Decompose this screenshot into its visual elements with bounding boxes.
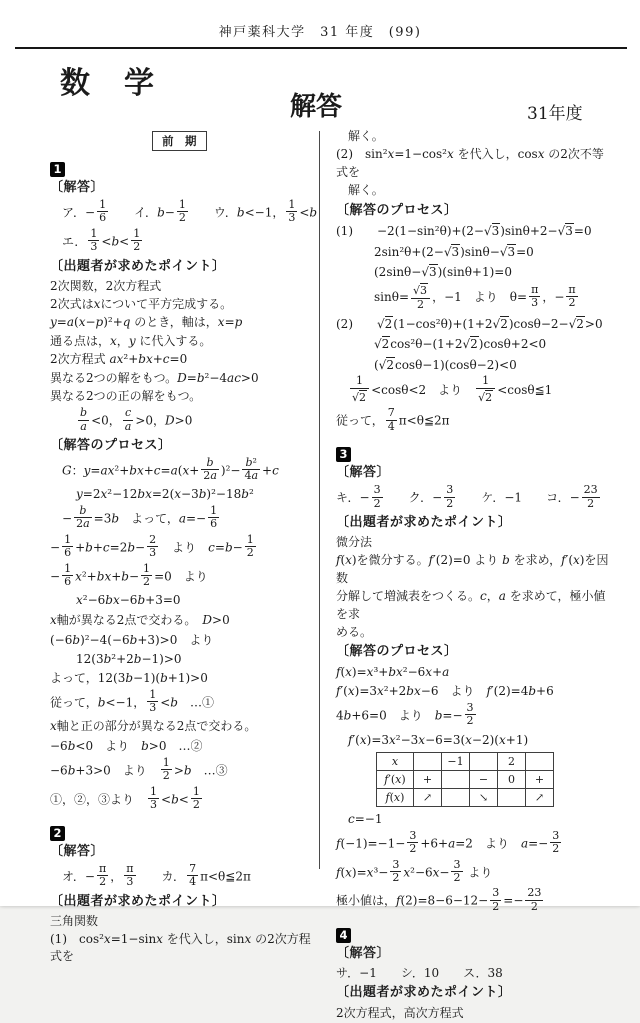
section-number-row <box>50 822 318 841</box>
math-line: sinθ= $\frac{√3}{2}$ ，−1 より θ= $\frac{\pi}{3}$ ，− $\frac{\pi}{2}$ <box>374 282 576 311</box>
table-cell <box>526 753 554 771</box>
math-line: ア．− $\frac{1}{6}$ イ．b− $\frac{1}{2}$ ウ．b<−1， $\frac{1}{3}$ <b <box>62 197 318 225</box>
math-line: y=2x²−12bx=2(x−3b)²−18b² <box>76 487 254 502</box>
math-line: − $\frac{b}{2a}$ =3b よって，a=− $\frac{1}{6}$ <box>62 503 218 531</box>
math-line: x²−6bx−6b+3=0 <box>76 593 181 608</box>
text-line: 通る点は，x，y に代入する。 <box>50 333 212 348</box>
text-line: 2次式はxについて平方完成する。 <box>50 297 233 312</box>
answer-title: 解答 <box>290 92 343 122</box>
text-line: x軸が異なる2点で交わる。 D>0 <box>50 612 230 627</box>
table-label-cell: f(x) <box>377 789 414 807</box>
table-cell: ↘ <box>470 789 498 807</box>
header-rule <box>15 47 627 49</box>
math-line: 従って，b<−1， $\frac{1}{3}$ <b …① <box>50 687 214 715</box>
math-line: − $\frac{1}{6}$ +b+c=2b− $\frac{2}{3}$ より c=b− $\frac{1}{2}$ <box>50 532 254 560</box>
section-heading: 〔出題者が求めたポイント〕 <box>50 893 226 909</box>
math-line: c=−1 <box>348 812 383 827</box>
text-line: 2次方程式 ax²+bx+c=0 <box>50 352 188 367</box>
text-line: 2次関数，2次方程式 <box>50 278 162 293</box>
text-line: (2) sin²x=1−cos²x を代入し，cosx の2次不等式を <box>336 147 604 179</box>
section-heading: 〔解答のプロセス〕 <box>336 202 458 218</box>
right-column <box>336 127 614 1023</box>
column-divider <box>319 131 320 869</box>
math-line: G：y=ax²+bx+c=a(x+ $\frac{b}{2a}$ )²− $\frac{\text{b²}}{4a}$ +c <box>62 455 279 483</box>
math-line: − $\frac{1}{6}$ x²+bx+b− $\frac{1}{2}$ =0 より <box>50 561 208 589</box>
math-line: (2) √2(1−cos²θ)+(1+2√2)cosθ−2−√2>0 <box>336 317 603 332</box>
table-row <box>377 771 554 789</box>
section-heading: 〔出題者が求めたポイント〕 <box>336 985 512 1001</box>
table-cell <box>442 789 470 807</box>
section-number-row <box>336 443 614 462</box>
math-line: 極小値は，f(2)=8−6−12− $\frac{3}{2}$ =− $\frac{23}{2}$ <box>336 886 542 914</box>
table-cell <box>442 771 470 789</box>
math-line: (2sinθ−√3)(sinθ+1)=0 <box>374 264 512 279</box>
math-line: f(x)=x³− $\frac{3}{2}$ x²−6x− $\frac{3}{2}$ より <box>336 857 493 885</box>
page-header: 神戸薬科大学 31 年度 (99) <box>218 25 422 40</box>
text-line: める。 <box>336 624 373 639</box>
table-cell: 0 <box>498 771 526 789</box>
text-line: 解く。 <box>348 129 384 143</box>
section-number-row <box>336 924 614 943</box>
section-number: 3 <box>336 447 351 462</box>
table-cell: + <box>526 771 554 789</box>
table-label-cell: f′(x) <box>377 771 414 789</box>
section-heading: 〔解答のプロセス〕 <box>50 437 172 453</box>
table-cell: + <box>414 771 442 789</box>
section-heading: 〔解答〕 <box>336 945 391 961</box>
table-cell <box>498 789 526 807</box>
section-heading: 〔出題者が求めたポイント〕 <box>336 514 512 530</box>
math-line: √2cos²θ−(1+2√2)cosθ+2<0 <box>374 337 547 352</box>
table-cell: 2 <box>498 753 526 771</box>
math-line: 4b+6=0 より b=− $\frac{3}{2}$ <box>336 700 474 728</box>
left-column <box>50 149 318 967</box>
text-line: 分解して増減表をつくる。c，a を求めて，極小値を求 <box>336 589 606 621</box>
math-line: 2sin²θ+(2−√3)sinθ−√3=0 <box>374 244 534 259</box>
term-label: 前 期 <box>152 131 207 151</box>
text-line: 解く。 <box>348 183 384 198</box>
increase-decrease-table <box>376 752 554 807</box>
math-line: −6b<0 より b>0 …② <box>50 739 203 754</box>
text-line: (1) cos²x=1−sinx を代入し，sinx の2次方程式を <box>50 932 311 964</box>
math-line: $\frac{1}{√2}$ <cosθ<2 より $\frac{1}{√2}$ <cosθ≦1 <box>352 373 553 404</box>
section-heading: 〔解答〕 <box>50 843 105 859</box>
table-cell <box>470 753 498 771</box>
table-row <box>377 789 554 807</box>
math-line: 12(3b²+2b−1)>0 <box>76 651 182 666</box>
text-line: サ．−1 シ．10 ス．38 <box>336 966 503 981</box>
math-line: エ． $\frac{1}{3}$ <b< $\frac{1}{2}$ <box>62 226 141 254</box>
math-line: −6b+3>0 より $\frac{1}{2}$ >b …③ <box>50 755 228 783</box>
math-line: よって，12(3b−1)(b+1)>0 <box>50 671 208 686</box>
section-heading: 〔解答〕 <box>50 180 105 195</box>
math-line: (√2cosθ−1)(cosθ−2)<0 <box>374 357 517 372</box>
table-cell <box>414 753 442 771</box>
text-line: x軸と正の部分が異なる2点で交わる。 <box>50 719 257 734</box>
text-line: y=a(x−p)²+q のとき，軸は，x=p <box>50 315 243 330</box>
math-line: (−6b)²−4(−6b+3)>0 より <box>50 632 214 647</box>
table-cell: −1 <box>442 753 470 771</box>
subject-title: 数 学 <box>60 66 156 101</box>
section-heading: 〔解答のプロセス〕 <box>336 644 458 660</box>
math-line: 従って， $\frac{7}{4}$ π<θ≦2π <box>336 405 450 433</box>
table-row <box>377 753 554 771</box>
text-line: f(x)を微分する。f′(2)=0 より b を求め，f′(x)を因数 <box>336 553 609 585</box>
math-line: f′(x)=3x²−3x−6=3(x−2)(x+1) <box>348 732 529 747</box>
text-line: 異なる2つの正の解をもつ。 <box>50 389 202 404</box>
math-line: f(−1)=−1− $\frac{3}{2}$ +6+a=2 より a=− $\frac{3}{2}$ <box>336 828 560 856</box>
text-line: 三角関数 <box>50 913 99 928</box>
math-line: $\frac{b}{a}$ <0， $\frac{c}{a}$ >0，D>0 <box>80 405 193 433</box>
math-line: オ．− $\frac{\pi}{2}$ ， $\frac{\pi}{3}$ カ． $\frac{7}{4}$ π<θ≦2π <box>62 861 251 889</box>
section-number: 2 <box>50 826 65 841</box>
section-heading: 〔解答〕 <box>336 465 391 481</box>
table-cell: ↗ <box>414 789 442 807</box>
section-number-row <box>50 158 318 177</box>
section-number: 1 <box>50 162 65 177</box>
math-line: キ．− $\frac{3}{2}$ ク．− $\frac{3}{2}$ ケ．−1 コ．− $\frac{23}{2}$ <box>336 482 598 510</box>
table-cell: ↗ <box>526 789 554 807</box>
section-number: 4 <box>336 928 351 943</box>
table-label-cell: x <box>377 753 414 771</box>
text-line: 2次方程式，高次方程式 <box>336 1005 464 1020</box>
math-line: ①，②，③より $\frac{1}{3}$ <b< $\frac{1}{2}$ <box>50 784 200 812</box>
section-heading: 〔出題者が求めたポイント〕 <box>50 258 226 274</box>
math-line: (1) −2(1−sin²θ)+(2−√3)sinθ+2−√3=0 <box>336 224 592 239</box>
math-line: f(x)=x³+bx²−6x+a <box>336 665 450 680</box>
math-line: f′(x)=3x²+2bx−6 より f′(2)=4b+6 <box>336 684 554 699</box>
table-cell: − <box>470 771 498 789</box>
text-line: 微分法 <box>336 535 373 550</box>
year-label: 31年度 <box>527 104 583 124</box>
text-line: 異なる2つの解をもつ。D=b²−4ac>0 <box>50 370 259 385</box>
